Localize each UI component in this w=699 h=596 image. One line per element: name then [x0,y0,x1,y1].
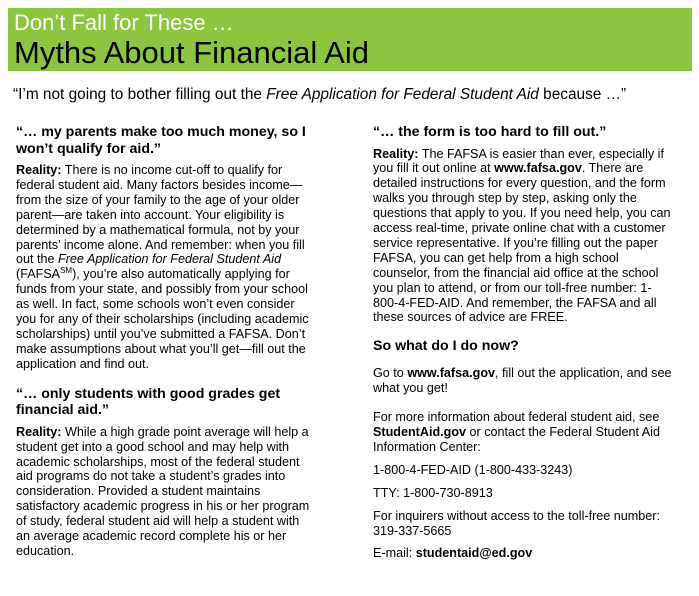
studentaid-link[interactable]: StudentAid.gov [373,425,467,439]
email-link[interactable]: studentaid@ed.gov [415,546,533,561]
banner-subtitle: Don’t Fall for These … [14,10,234,35]
more-info-text: or contact the Federal Student Aid Information Center: [373,425,660,454]
intro-italic: Free Application for Federal Student Aid [266,86,539,103]
service-mark: SM [60,266,73,276]
answer-text: ), you’re also automatically applying for funds from your state, and possibly from your school as well. In fact, some schools won’t even consider you for any of their scholarships (including academic scholarships) until you’ve submitted a FAFSA. Don’t make assumptions about what you’ll get—fill out the application and find out. [16,267,309,371]
email-label: E-mail: [373,546,416,561]
inquirers-number: For inquirers without access to the toll-free number: 319-337-5665 [373,508,660,538]
answer-text: (FAFSA [16,267,61,282]
myth-heading-good-grades: “… only students with good grades get financial aid.” [16,385,281,419]
reality-label: Reality: [373,146,419,161]
fafsa-link[interactable]: www.fafsa.gov [494,161,582,176]
intro-prefix: “I’m not going to bother filling out the [13,86,267,103]
answer-text: The FAFSA is easier than ever, especially if you fill it out online at [373,146,664,176]
intro-suffix: because …” [538,86,627,103]
section-heading-what-now: So what do I do now? [373,338,519,355]
title-banner [8,8,692,71]
myth-heading-parents-income: “… my parents make too much money, so I won’t qualify for aid.” [16,124,306,157]
email-line [373,546,673,561]
goto-text: Go to [373,366,408,381]
goto-text: , fill out the application, and see what you get! [373,366,672,396]
myth-answer-form-hard [373,147,673,326]
more-info-text: For more information about federal student aid, see [373,410,660,425]
reality-label: Reality: [16,424,62,439]
page-title: Myths About Financial Aid [14,35,369,70]
myth-answer-parents-income [16,163,312,372]
goto-paragraph [373,366,673,396]
answer-italic: Free Application for Federal Student Aid [58,252,282,267]
tty-number: TTY: 1-800-730-8913 [373,485,493,500]
intro-line [13,86,693,104]
fafsa-link[interactable]: www.fafsa.gov [407,366,496,381]
reality-label: Reality: [16,163,62,177]
myth-answer-good-grades [16,425,312,559]
phone-number: 1-800-4-FED-AID (1-800-433-3243) [373,462,573,477]
left-column [16,124,312,559]
myth-heading-form-hard: “… the form is too hard to fill out.” [373,124,607,140]
right-column [373,124,673,561]
answer-text: There is no income cut-off to qualify for federal student aid. Many factors besides income—from the size of your family to the age of your older parent—are taken into account. Your eligibility is determined by a mathematical formula, not by your parents’ income alone. And remember: when you fill out the [16,163,305,267]
answer-text: . There are detailed instructions for every question, and the form walks you through step by step, asking only the questions that apply to you. If you need help, you can access real-time, private online chat with a customer service representative. If you’re filling out the paper FAFSA, you can get help from a high school counselor, from the financial aid office at the school you plan to attend, or from our toll-free number: 1-800-4-FED-AID. And remember, the FAFSA and all these sources of advice are FREE. [373,161,671,325]
answer-text: While a high grade point average will help a student get into a good school and may help with academic scholarships, most of the federal student aid programs do not take a student’s grades into consideration. Provided a student maintains satisfactory academic progress in his or her program of study, federal student aid will help a student with an average academic record complete his or her education. [16,424,310,558]
more-info-paragraph [373,410,673,455]
